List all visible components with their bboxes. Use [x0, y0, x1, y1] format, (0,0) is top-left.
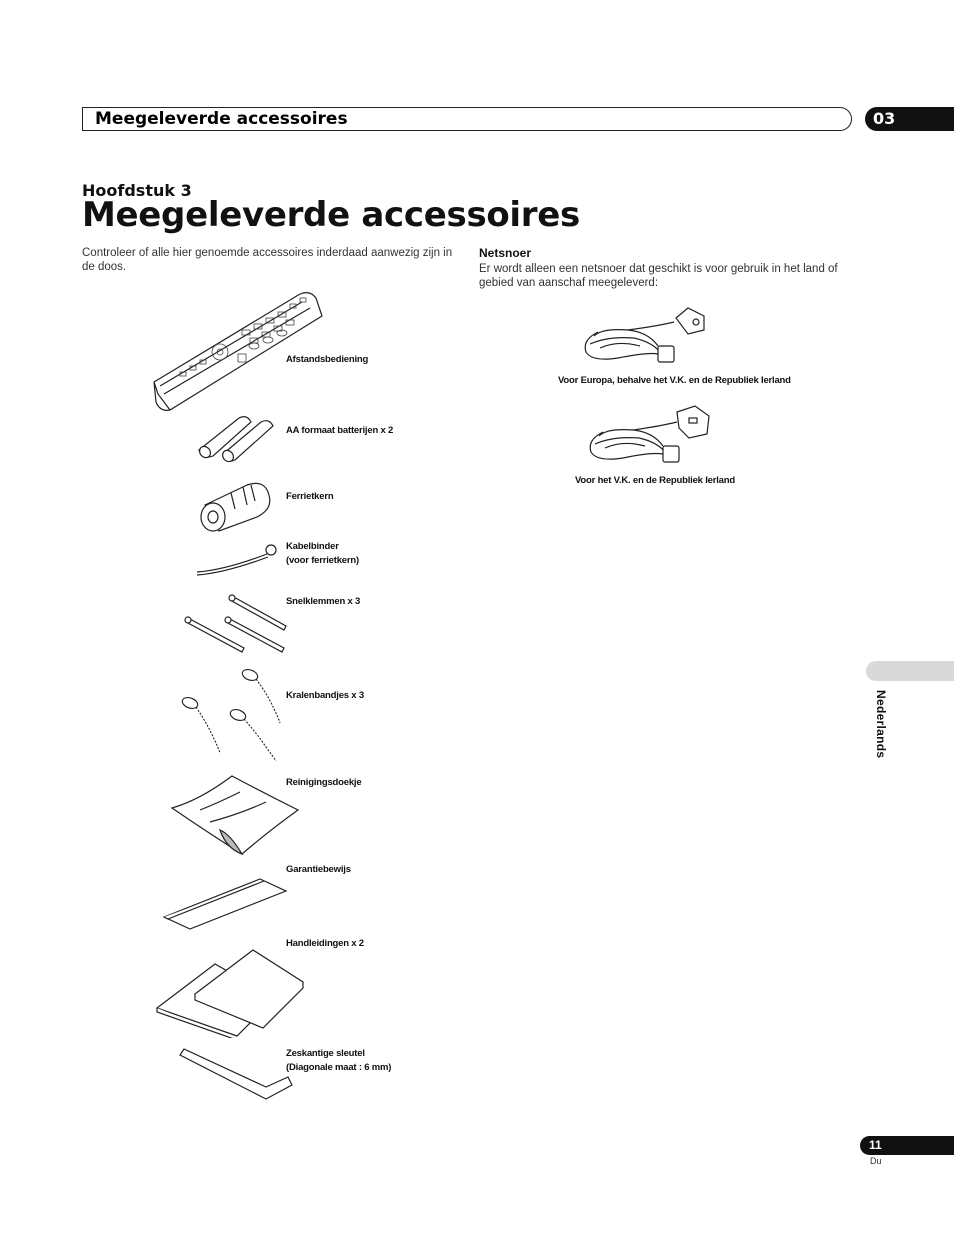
manuals-icon	[155, 948, 305, 1038]
cleaning-cloth-icon	[170, 772, 300, 858]
accessory-label-hex-key-1: Zeskantige sleutel	[286, 1048, 365, 1059]
page-number: 11	[869, 1138, 882, 1152]
batteries-icon	[195, 412, 277, 462]
chapter-number-tab	[865, 107, 954, 131]
page-language-code: Du	[870, 1156, 882, 1166]
chapter-kicker: Hoofdstuk 3	[82, 181, 192, 200]
warranty-card-icon	[160, 875, 290, 930]
accessory-label-hex-key-2: (Diagonale maat : 6 mm)	[286, 1062, 392, 1073]
accessory-label-bead-bands: Kralenbandjes x 3	[286, 690, 364, 701]
section-header-bar	[82, 107, 852, 131]
power-cord-heading: Netsnoer	[479, 246, 532, 260]
accessory-label-remote: Afstandsbediening	[286, 354, 369, 365]
power-cord-text: Er wordt alleen een netsnoer dat geschikt is voor gebruik in het land of gebied van aanschaf meegeleverd:	[479, 263, 838, 289]
intro-text: Controleer of alle hier genoemde accessoires inderdaad aanwezig zijn in de doos.	[82, 247, 453, 273]
accessory-label-manuals: Handleidingen x 2	[286, 938, 364, 949]
ferrite-core-icon	[195, 475, 280, 535]
accessory-label-ferrite: Ferrietkern	[286, 491, 334, 502]
section-header-title: Meegeleverde accessoires	[95, 109, 348, 129]
accessory-label-cloth: Reinigingsdoekje	[286, 777, 362, 788]
language-side-label: Nederlands	[874, 690, 888, 759]
bead-bands-icon	[178, 665, 288, 765]
power-cord-label-eu: Voor Europa, behalve het V.K. en de Republiek Ierland	[558, 375, 791, 386]
page-title: Meegeleverde accessoires	[82, 195, 580, 235]
language-side-tab	[866, 661, 954, 681]
accessory-label-clamps: Snelklemmen x 3	[286, 596, 361, 607]
cable-tie-icon	[195, 540, 285, 578]
uk-power-cord-icon	[585, 402, 715, 472]
power-cord-label-uk: Voor het V.K. en de Republiek Ierland	[575, 475, 735, 486]
speed-clamps-icon	[182, 590, 292, 656]
page-number-tab	[860, 1136, 954, 1155]
accessory-label-cable-tie-2: (voor ferrietkern)	[286, 555, 359, 566]
accessory-label-warranty: Garantiebewijs	[286, 864, 351, 875]
accessory-label-batteries: AA formaat batterijen x 2	[286, 425, 394, 436]
chapter-number: 03	[873, 109, 896, 128]
hex-key-icon	[176, 1045, 296, 1101]
eu-power-cord-icon	[578, 302, 713, 372]
accessory-label-cable-tie-1: Kabelbinder	[286, 541, 339, 552]
